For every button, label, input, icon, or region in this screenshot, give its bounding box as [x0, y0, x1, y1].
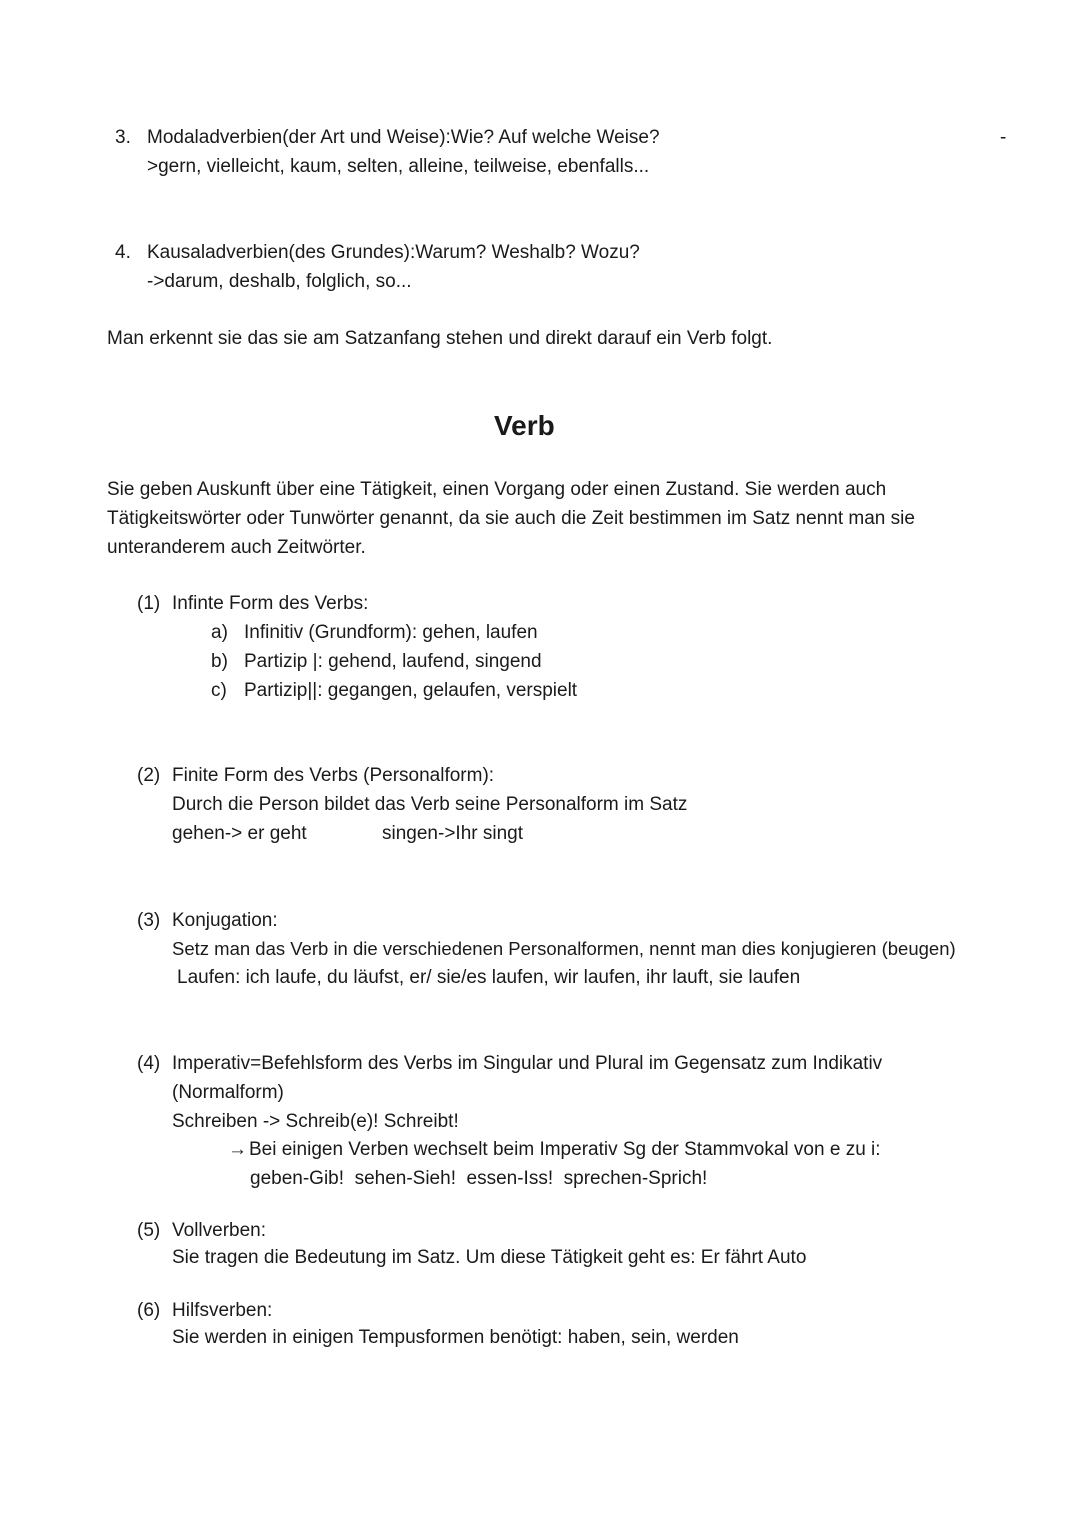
section-heading: Finite Form des Verbs (Personalform): [172, 765, 495, 786]
section-number: (6) [137, 1300, 161, 1321]
list-number: 3. [115, 127, 131, 148]
section-line: Sie werden in einigen Tempusformen benötigt: haben, sein, werden [172, 1327, 739, 1348]
section-line: (Normalform) [172, 1082, 284, 1103]
example-a: gehen-> er geht [172, 823, 307, 844]
section-heading: Infinte Form des Verbs: [172, 593, 369, 614]
imperative-examples: geben-Gib! sehen-Sieh! essen-Iss! sprechen-Sprich! [250, 1168, 708, 1189]
section-line: Setz man das Verb in die verschiedenen Personalformen, nennt man dies konjugieren (beugen) [172, 938, 956, 959]
section-line: Sie tragen die Bedeutung im Satz. Um diese Tätigkeit geht es: Er fährt Auto [172, 1247, 807, 1268]
adverb-heading: Kausaladverbien(des Grundes):Warum? Weshalb? Wozu? [147, 242, 640, 263]
section-number: (3) [137, 910, 161, 931]
adverb-note: Man erkennt sie das sie am Satzanfang stehen und direkt darauf ein Verb folgt. [107, 328, 773, 349]
adverb-examples: >gern, vielleicht, kaum, selten, alleine, teilweise, ebenfalls... [147, 156, 650, 177]
stray-dash-mark: - [1000, 127, 1007, 148]
item-letter: a) [211, 622, 228, 643]
arrow-note-text: Bei einigen Verben wechselt beim Imperativ Sg der Stammvokal von e zu i: [249, 1139, 881, 1160]
item-letter: b) [211, 651, 228, 672]
section-line: Durch die Person bildet das Verb seine Personalform im Satz [172, 794, 688, 815]
list-number: 4. [115, 242, 131, 263]
section-line: Schreiben -> Schreib(e)! Schreibt! [172, 1111, 459, 1132]
section-number: (4) [137, 1053, 161, 1074]
item-letter: c) [211, 680, 227, 701]
intro-line-2: Tätigkeitswörter oder Tunwörter genannt, da sie auch die Zeit bestimmen im Satz nennt man sie [107, 508, 915, 529]
adverb-heading: Modaladverbien(der Art und Weise):Wie? Auf welche Weise? [147, 127, 660, 148]
section-heading: Konjugation: [172, 910, 278, 931]
arrow-note [228, 1135, 881, 1164]
section-line: Laufen: ich laufe, du läufst, er/ sie/es laufen, wir laufen, ihr lauft, sie laufen [177, 967, 801, 988]
section-number: (1) [137, 593, 161, 614]
item-text: Infinitiv (Grundform): gehen, laufen [244, 622, 538, 643]
example-b: singen->Ihr singt [382, 823, 523, 844]
adverb-examples: ->darum, deshalb, folglich, so... [147, 271, 412, 292]
intro-line-1: Sie geben Auskunft über eine Tätigkeit, einen Vorgang oder einen Zustand. Sie werden auch [107, 479, 887, 500]
section-number: (5) [137, 1220, 161, 1241]
arrow-right-icon: → [228, 1139, 247, 1160]
section-heading: Imperativ=Befehlsform des Verbs im Singular und Plural im Gegensatz zum Indikativ [172, 1053, 883, 1074]
verb-title: Verb [494, 410, 555, 441]
item-text: Partizip |: gehend, laufend, singend [244, 651, 542, 672]
section-heading: Vollverben: [172, 1220, 267, 1241]
section-heading: Hilfsverben: [172, 1300, 273, 1321]
section-number: (2) [137, 765, 161, 786]
intro-line-3: unteranderem auch Zeitwörter. [107, 537, 366, 558]
item-text: Partizip||: gegangen, gelaufen, verspielt [244, 680, 578, 701]
